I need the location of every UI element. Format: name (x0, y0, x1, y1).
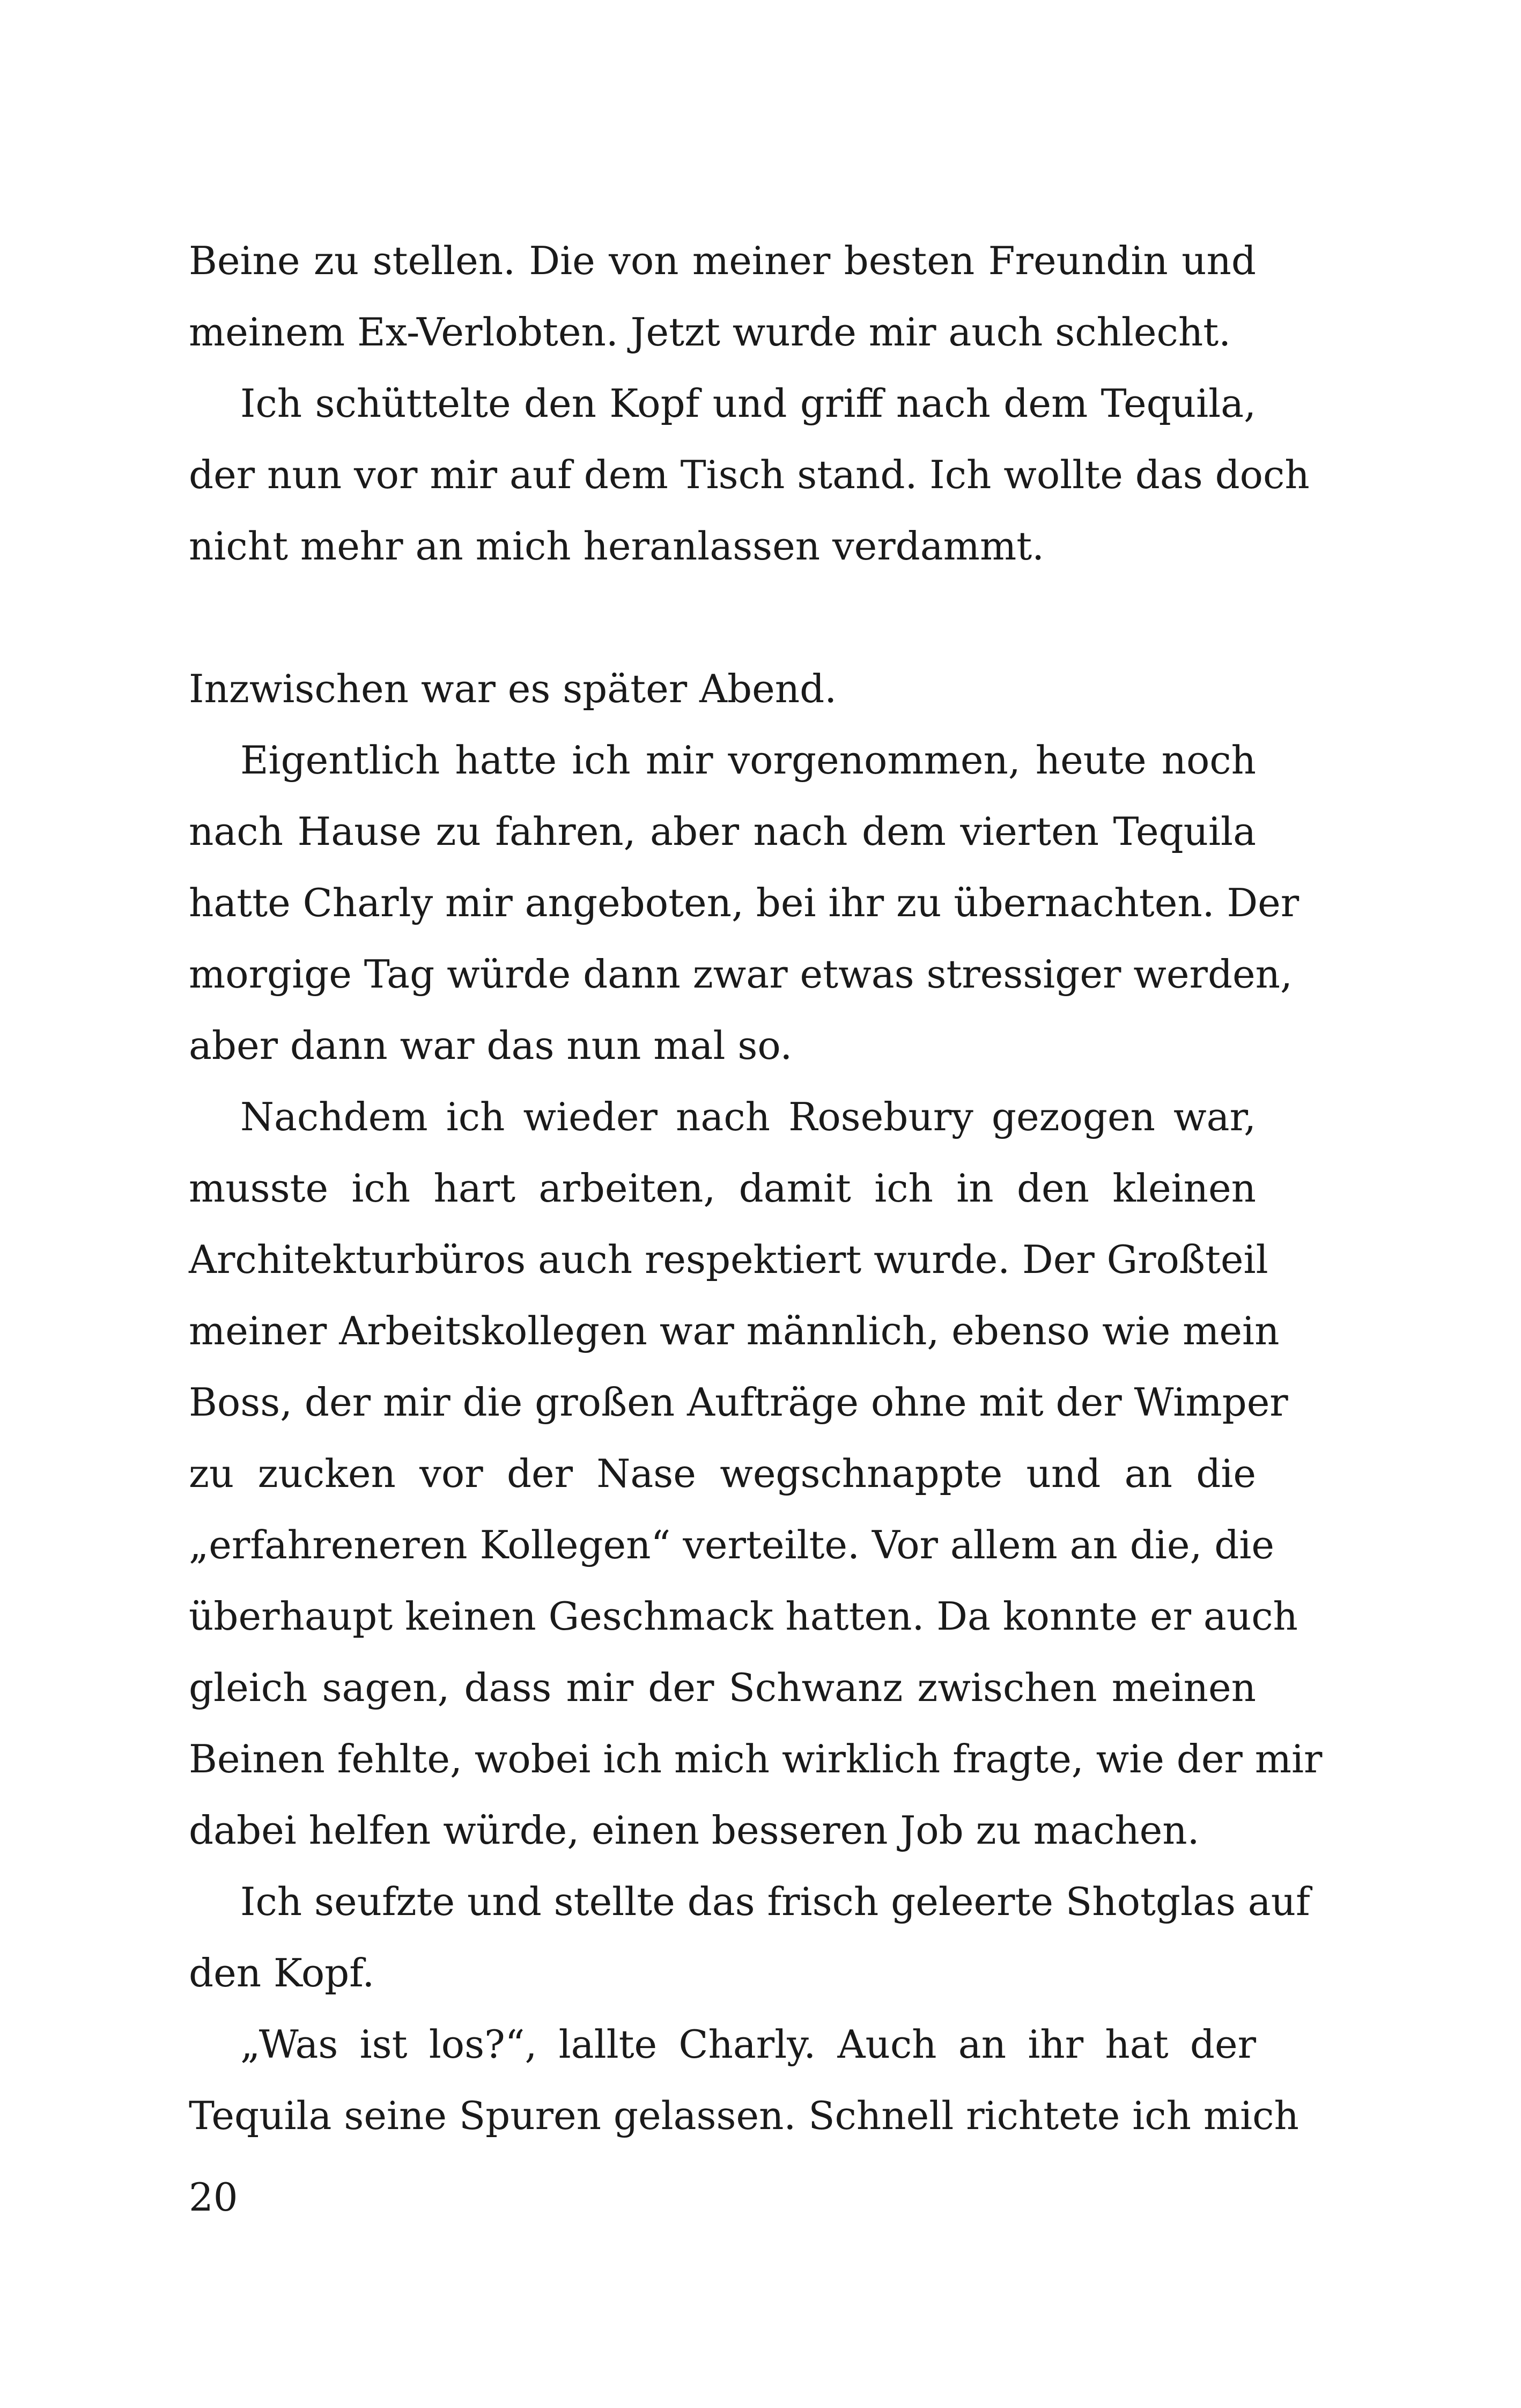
text-line: Beine zu stellen. Die von meiner besten Freundin und (189, 238, 1256, 283)
text-line: meinem Ex-Verlobten. Jetzt wurde mir auch schlecht. (189, 310, 1231, 355)
text-line: musste ich hart arbeiten, damit ich in den kleinen (189, 1166, 1256, 1211)
paragraph-5 (189, 1081, 1323, 1866)
text-line: Architekturbüros auch respektiert wurde. Der Großteil (189, 1237, 1268, 1282)
page-number: 20 (189, 2175, 238, 2220)
paragraph-7 (189, 2009, 1299, 2152)
paragraph-1 (189, 225, 1256, 368)
paragraph-6 (189, 1866, 1310, 2009)
text-line: Ich seufzte und stellte das frisch geleerte Shotglas auf (240, 1879, 1310, 1924)
text-line: „erfahreneren Kollegen“ verteilte. Vor allem an die, die (189, 1522, 1275, 1567)
text-line: Tequila seine Spuren gelassen. Schnell richtete ich mich (189, 2093, 1299, 2138)
text-line: Beinen fehlte, wobei ich mich wirklich fragte, wie der mir (189, 1736, 1323, 1781)
text-line: gleich sagen, dass mir der Schwanz zwischen meinen (189, 1665, 1256, 1710)
text-line: Eigentlich hatte ich mir vorgenommen, heute noch (240, 738, 1256, 783)
text-line: meiner Arbeitskollegen war männlich, ebenso wie mein (189, 1308, 1280, 1353)
text-line: Nachdem ich wieder nach Rosebury gezogen war, (240, 1094, 1256, 1139)
paragraph-2 (189, 368, 1310, 582)
text-line: nach Hause zu fahren, aber nach dem vierten Tequila (189, 809, 1256, 854)
text-line: morgige Tag würde dann zwar etwas stressiger werden, (189, 952, 1293, 997)
page-body (189, 225, 1323, 2152)
text-line: hatte Charly mir angeboten, bei ihr zu übernachten. Der (189, 880, 1300, 925)
text-line: Inzwischen war es später Abend. (189, 666, 837, 711)
text-line: der nun vor mir auf dem Tisch stand. Ich wollte das doch (189, 452, 1310, 497)
text-line: aber dann war das nun mal so. (189, 1023, 793, 1068)
text-line: nicht mehr an mich heranlassen verdammt. (189, 524, 1045, 569)
paragraph-4 (189, 725, 1300, 1081)
text-line: den Kopf. (189, 1950, 375, 1995)
paragraph-3 (189, 653, 1256, 725)
text-line: Ich schüttelte den Kopf und griff nach dem Tequila, (240, 381, 1256, 426)
text-line: zu zucken vor der Nase wegschnappte und an die (189, 1451, 1256, 1496)
text-line: Boss, der mir die großen Aufträge ohne mit der Wimper (189, 1380, 1288, 1425)
text-line: überhaupt keinen Geschmack hatten. Da konnte er auch (189, 1594, 1298, 1639)
text-line: dabei helfen würde, einen besseren Job zu machen. (189, 1808, 1200, 1853)
text-line: „Was ist los?“, lallte Charly. Auch an ihr hat der (240, 2022, 1256, 2067)
